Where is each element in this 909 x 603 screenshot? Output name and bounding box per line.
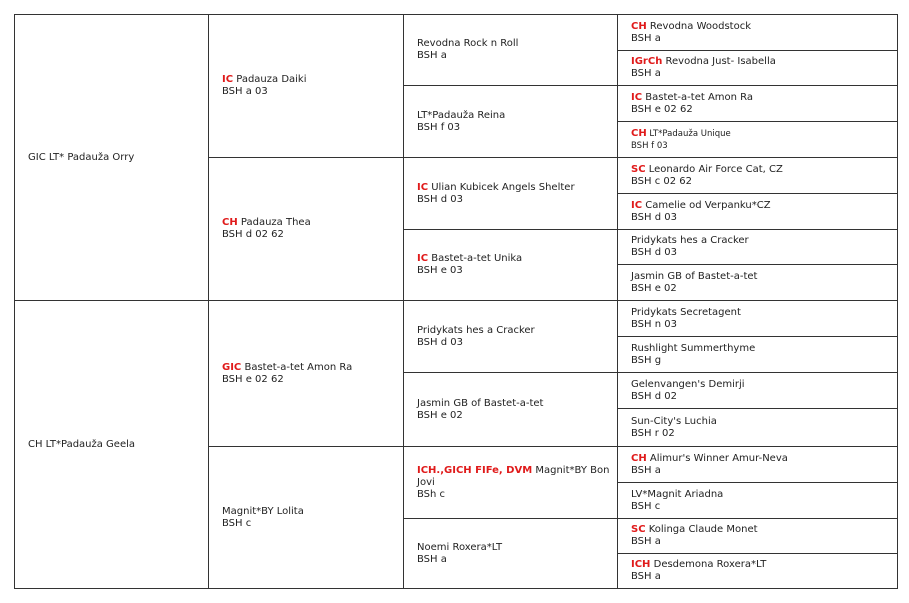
cat-breed-code: BSh c [417, 488, 446, 500]
pedigree-cell-gen3 [403, 85, 618, 158]
pedigree-cell-gen2 [208, 300, 404, 447]
cat-name: Bastet-a-tet Unika [428, 253, 523, 264]
cat-breed-code: BSH d 02 62 [222, 229, 284, 240]
pedigree-cell-gen4 [617, 121, 898, 158]
cat-name: Camelie od Verpanku*CZ [642, 199, 771, 211]
pedigree-cell-gen4 [617, 372, 898, 409]
cat-name: Rushlight Summerthyme [631, 342, 756, 354]
cat-title: GIC [222, 361, 242, 373]
cat-title: ICH [631, 559, 651, 570]
cat-name: Gelenvangen's Demirji [631, 378, 745, 390]
cat-breed-code: BSH d 03 [417, 193, 463, 205]
cat-breed-code: BSH d 02 [631, 390, 677, 402]
cat-breed-code: BSH a [631, 571, 661, 582]
cat-name: Ulian Kubicek Angels Shelter [428, 181, 575, 193]
cat-name: Sun-City's Luchia [631, 415, 717, 427]
cat-name: LT*Padauža Unique [646, 128, 731, 139]
cat-name: Padauza Thea [237, 217, 311, 228]
cat-breed-code: BSH d 03 [631, 247, 677, 258]
cat-breed-code: BSH a [631, 32, 661, 44]
pedigree-cell-gen3 [403, 229, 618, 301]
cat-title: CH [631, 127, 647, 139]
cat-name: Padauza Daiki [233, 74, 307, 85]
cat-name: Revodna Just- Isabella [662, 56, 776, 67]
cat-name: Pridykats hes a Cracker [417, 324, 535, 336]
cat-name: Kolinga Claude Monet [645, 524, 758, 535]
cat-title: IC [631, 91, 643, 103]
cat-name: Leonardo Air Force Cat, CZ [645, 163, 783, 175]
pedigree-cell-gen4 [617, 553, 898, 589]
cat-name: Desdemona Roxera*LT [650, 559, 767, 570]
cat-breed-code: BSH a 03 [222, 86, 268, 97]
cat-breed-code: BSH a [631, 464, 661, 476]
cat-name: Revodna Woodstock [646, 20, 752, 32]
pedigree-cell-gen4 [617, 446, 898, 483]
cat-title: IC [631, 199, 643, 211]
cat-title: IC [417, 253, 429, 264]
pedigree-cell-gen4 [617, 264, 898, 301]
cat-breed-code: BSH g [631, 354, 662, 366]
pedigree-cell-gen4 [617, 300, 898, 337]
cat-title: CH [631, 452, 647, 464]
cat-name: CH LT*Padauža Geela [28, 438, 136, 450]
pedigree-cell-gen3 [403, 157, 618, 230]
cat-breed-code: BSH a [631, 536, 661, 547]
cat-title: IC [222, 74, 234, 85]
cat-name: Noemi Roxera*LT [417, 541, 503, 553]
pedigree-cell-gen4 [617, 157, 898, 194]
pedigree-cell-gen4 [617, 50, 898, 86]
cat-title: IGrCh [631, 56, 663, 67]
cat-breed-code: BSH c [222, 517, 252, 529]
cat-title: ICH.,GICH FIFe, DVM [417, 464, 533, 476]
cat-name: Magnit*BY Bon Jovi [417, 464, 610, 488]
pedigree-cell-gen2 [208, 446, 404, 589]
pedigree-cell-gen4 [617, 518, 898, 554]
cat-breed-code: BSH a [631, 68, 661, 79]
pedigree-cell-gen2 [208, 157, 404, 301]
cat-breed-code: BSH a [417, 553, 447, 565]
cat-name: LT*Padauža Reina [417, 109, 506, 121]
pedigree-cell-gen4 [617, 229, 898, 265]
cat-name: GIC LT* Padauža Orry [28, 151, 135, 163]
pedigree-cell-gen3 [403, 372, 618, 447]
cat-breed-code: BSH f 03 [417, 121, 461, 133]
cat-breed-code: BSH a [417, 50, 447, 61]
cat-name: Magnit*BY Lolita [222, 505, 304, 517]
pedigree-cell-gen2 [208, 14, 404, 158]
cat-name: Alimur's Winner Amur-Neva [646, 452, 788, 464]
cat-breed-code: BSH c [631, 500, 661, 512]
cat-breed-code: BSH e 03 [417, 265, 463, 276]
cat-title: CH [631, 20, 647, 32]
cat-name: Bastet-a-tet Amon Ra [642, 91, 754, 103]
pedigree-cell-gen4 [617, 482, 898, 519]
pedigree-cell-gen4 [617, 193, 898, 230]
cat-name: Bastet-a-tet Amon Ra [241, 361, 353, 373]
cat-title: CH [222, 217, 238, 228]
cat-name: Revodna Rock n Roll [417, 38, 519, 49]
cat-name: Jasmin GB of Bastet-a-tet [631, 270, 758, 282]
cat-title: SC [631, 524, 646, 535]
pedigree-cell-gen4 [617, 408, 898, 447]
cat-breed-code: BSH e 02 62 [631, 103, 693, 115]
cat-name: LV*Magnit Ariadna [631, 488, 724, 500]
pedigree-cell-gen3 [403, 518, 618, 589]
pedigree-cell-gen3 [403, 300, 618, 373]
cat-breed-code: BSH e 02 [631, 282, 677, 294]
pedigree-cell-dam [14, 300, 209, 589]
cat-title: SC [631, 163, 646, 175]
pedigree-cell-gen3 [403, 14, 618, 86]
cat-breed-code: BSH d 03 [631, 211, 677, 223]
pedigree-cell-gen4 [617, 85, 898, 122]
cat-breed-code: BSH r 02 [631, 427, 675, 439]
pedigree-cell-gen4 [617, 14, 898, 51]
cat-title: IC [417, 181, 429, 193]
cat-breed-code: BSH e 02 62 [222, 373, 284, 385]
cat-breed-code: BSH f 03 [631, 140, 668, 151]
cat-name: Pridykats Secretagent [631, 306, 741, 318]
cat-breed-code: BSH n 03 [631, 318, 677, 330]
pedigree-cell-gen3 [403, 446, 618, 519]
cat-breed-code: BSH c 02 62 [631, 175, 693, 187]
cat-name: Pridykats hes a Cracker [631, 235, 749, 246]
pedigree-cell-gen4 [617, 336, 898, 373]
cat-breed-code: BSH e 02 [417, 409, 463, 421]
cat-breed-code: BSH d 03 [417, 336, 463, 348]
cat-name: Jasmin GB of Bastet-a-tet [417, 397, 544, 409]
pedigree-cell-sire [14, 14, 209, 301]
